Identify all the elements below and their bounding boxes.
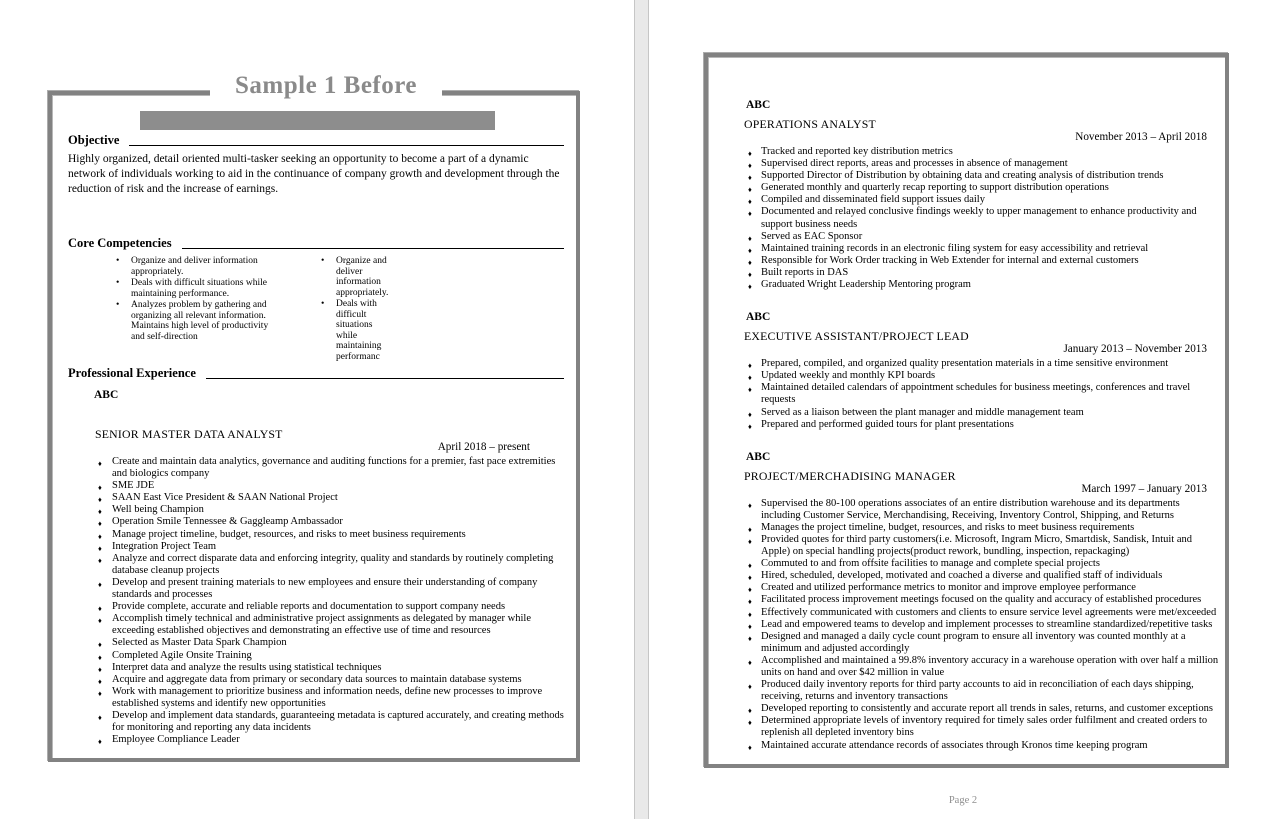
job-bullet-list: [741, 358, 1221, 431]
bullet-item: ♦ Maintained accurate attendance records of associates through Kronos time keeping program: [741, 740, 1221, 752]
job-entry-operations-analyst: [741, 98, 1221, 291]
bullet-item: • Deals with difficult situations while maintaining performanc: [319, 299, 391, 362]
page1-content: [68, 133, 566, 746]
document-page-1: [0, 0, 635, 819]
bullet-item: ♦ Develop and implement data standards, guaranteeing metadata is captured accurately, and creating methods for monitoring and reporting any data incidents: [68, 710, 566, 734]
core-competencies-heading-label: Core Competencies: [68, 236, 172, 250]
bullet-item: ♦ Work with management to prioritize business and information needs, define new processes to improve established systems and identify new opportunities: [68, 686, 566, 710]
page2-content: [741, 98, 1221, 752]
company-name: ABC: [746, 450, 771, 463]
bullet-item: • Organize and deliver information appropriately.: [114, 256, 284, 277]
bullet-item: ♦ Hired, scheduled, developed, motivated and coached a diverse and qualified staff of individuals: [741, 570, 1221, 582]
heading-rule: [206, 378, 564, 379]
bullet-item: ♦ Selected as Master Data Spark Champion: [68, 637, 566, 649]
company-name: ABC: [94, 389, 119, 401]
professional-experience-heading-label: Professional Experience: [68, 366, 196, 380]
bullet-item: ♦ Graduated Wright Leadership Mentoring program: [741, 279, 1221, 291]
bullet-item: ♦ Analyze and correct disparate data and enforcing integrity, quality and standards by routinely completing database cleanup projects: [68, 553, 566, 577]
job-title: OPERATIONS ANALYST: [744, 117, 876, 131]
job-dates: November 2013 – April 2018: [1075, 131, 1207, 143]
job-title: PROJECT/MERCHADISING MANAGER: [744, 468, 956, 483]
company-name: ABC: [746, 311, 771, 324]
bullet-item: ♦ Responsible for Work Order tracking in Web Extender for internal and external customers: [741, 255, 1221, 267]
bullet-item: ♦ Integration Project Team: [68, 541, 566, 553]
job-title: EXECUTIVE ASSISTANT/PROJECT LEAD: [744, 329, 969, 344]
bullet-item: ♦ Facilitated process improvement meetings focused on the quality and accuracy of established procedures: [741, 594, 1221, 606]
bullet-item: ♦ Prepared, compiled, and organized quality presentation materials in a time sensitive environment: [741, 358, 1221, 370]
job-entry-senior-master-data-analyst: [68, 388, 566, 746]
job-bullet-list: [68, 456, 566, 746]
job-dates: March 1997 – January 2013: [1081, 482, 1207, 495]
objective-text: Highly organized, detail oriented multi-tasker seeking an opportunity to become a part of a dynamic network of individuals working to aid in the continuance of company growth and development through the reduction of risk and the increase of earnings.: [68, 153, 560, 195]
bullet-item: ♦ Effectively communicated with customers and clients to ensure service level agreements were met/exceeded: [741, 607, 1221, 619]
bullet-item: ♦ Provide complete, accurate and reliable reports and documentation to support company needs: [68, 601, 566, 613]
bullet-item: ♦ Manage project timeline, budget, resources, and risks to meet business requirements: [68, 529, 566, 541]
job-entry-project-merchandising-manager: [741, 450, 1221, 752]
bullet-item: ♦ Supported Director of Distribution by obtaining data and creating analysis of distribution trends: [741, 170, 1221, 182]
bullet-item: ♦ Manages the project timeline, budget, resources, and risks to meet business requirements: [741, 522, 1221, 534]
bullet-item: ♦ Well being Champion: [68, 504, 566, 516]
bullet-item: ♦ Supervised the 80-100 operations associates of an entire distribution warehouse and its departments including Customer Service, Merchandising, Receiving, Inventory Control, Shipping, and Returns: [741, 498, 1221, 522]
professional-experience-heading: [68, 366, 566, 381]
objective-heading-label: Objective: [68, 133, 120, 147]
redacted-name-bar: [140, 111, 495, 130]
bullet-item: ♦ Acquire and aggregate data from primary or secondary data sources to maintain database systems: [68, 674, 566, 686]
page-number-footer: Page 2: [948, 795, 978, 806]
bullet-item: ♦ Developed reporting to consistently and accurate report all trends in sales, returns, and customer exceptions: [741, 703, 1221, 715]
bullet-item: ♦ Create and maintain data analytics, governance and auditing functions for a premier, fast pace extremities and biologics company: [68, 456, 566, 480]
bullet-item: ♦ Built reports in DAS: [741, 267, 1221, 279]
bullet-item: ♦ Interpret data and analyze the results using statistical techniques: [68, 662, 566, 674]
bullet-item: ♦ Served as a liaison between the plant manager and middle management team: [741, 407, 1221, 419]
bullet-item: ♦ Generated monthly and quarterly recap reporting to support distribution operations: [741, 182, 1221, 194]
bullet-item: ♦ Updated weekly and monthly KPI boards: [741, 370, 1221, 382]
bullet-item: ♦ SME JDE: [68, 480, 566, 492]
bullet-item: ♦ Compiled and disseminated field support issues daily: [741, 194, 1221, 206]
bullet-item: ♦ Accomplished and maintained a 99.8% inventory accuracy in a warehouse operation with over half a million units on hand and over $42 million in value: [741, 655, 1221, 679]
bullet-item: ♦ Lead and empowered teams to develop and implement processes to streamline standardized/repetitive tasks: [741, 619, 1221, 631]
job-dates: January 2013 – November 2013: [1063, 343, 1207, 356]
core-competencies-section: [68, 236, 566, 363]
job-bullet-list: [741, 146, 1221, 291]
bullet-item: ♦ Tracked and reported key distribution metrics: [741, 146, 1221, 158]
bullet-item: ♦ Prepared and performed guided tours for plant presentations: [741, 419, 1221, 431]
bullet-item: ♦ Employee Compliance Leader: [68, 734, 566, 746]
heading-rule: [182, 248, 564, 249]
heading-rule: [129, 145, 564, 146]
core-competencies-heading: [68, 236, 566, 251]
bullet-item: ♦ Designed and managed a daily cycle count program to ensure all inventory was counted monthly at a minimum and adjusted accordingly: [741, 631, 1221, 655]
bullet-item: ♦ Provided quotes for third party customers(i.e. Microsoft, Ingram Micro, Smartdisk, Sandisk, Intuit and Apple) on special handling projects(product rework, bundling, inspection, repackaging): [741, 534, 1221, 558]
bullet-item: ♦ Commuted to and from offsite facilities to manage and complete special projects: [741, 558, 1221, 570]
bullet-item: • Deals with difficult situations while maintaining performance.: [114, 278, 284, 299]
bullet-item: ♦ Accomplish timely technical and administrative project assignments as delegated by manager while exceeding established objectives and demonstrating an effective use of time and resources: [68, 613, 566, 637]
job-bullet-list: [741, 498, 1221, 752]
job-dates: April 2018 – present: [437, 441, 530, 453]
bullet-item: ♦ Completed Agile Onsite Training: [68, 650, 566, 662]
core-competencies-columns: [68, 256, 566, 363]
objective-heading: [68, 133, 566, 148]
bullet-item: ♦ Maintained detailed calendars of appointment schedules for business meetings, conferences and travel requests: [741, 382, 1221, 406]
bullet-item: • Organize and deliver information appropriately.: [319, 256, 391, 298]
bullet-item: ♦ Documented and relayed conclusive findings weekly to upper management to enhance productivity and support business needs: [741, 206, 1221, 230]
bullet-item: ♦ SAAN East Vice President & SAAN National Project: [68, 492, 566, 504]
competency-list-right: [319, 256, 391, 363]
bullet-item: ♦ Operation Smile Tennessee & Gaggleamp Ambassador: [68, 516, 566, 528]
bullet-item: ♦ Maintained training records in an electronic filing system for easy accessibility and retrieval: [741, 243, 1221, 255]
job-title: SENIOR MASTER DATA ANALYST: [95, 427, 283, 441]
sample-title: Sample 1 Before: [210, 72, 442, 104]
bullet-item: ♦ Created and utilized performance metrics to monitor and improve employee performance: [741, 582, 1221, 594]
competency-list-left: [114, 256, 284, 363]
bullet-item: • Analyzes problem by gathering and organizing all relevant information. Maintains high level of productivity and self-direction: [114, 300, 284, 342]
bullet-item: ♦ Produced daily inventory reports for third party accounts to aid in reconciliation of each days shipping, receiving, returns and inventory transactions: [741, 679, 1221, 703]
job-entry-executive-assistant: [741, 310, 1221, 431]
bullet-item: ♦ Determined appropriate levels of inventory required for timely sales order fulfilment and created orders to replenish all depleted inventory bins: [741, 715, 1221, 739]
bullet-item: ♦ Supervised direct reports, areas and processes in absence of management: [741, 158, 1221, 170]
document-page-2: [648, 0, 1276, 819]
bullet-item: ♦ Develop and present training materials to new employees and ensure their understanding of company standards and processes: [68, 577, 566, 601]
company-name: ABC: [746, 99, 771, 111]
bullet-item: ♦ Served as EAC Sponsor: [741, 231, 1221, 243]
